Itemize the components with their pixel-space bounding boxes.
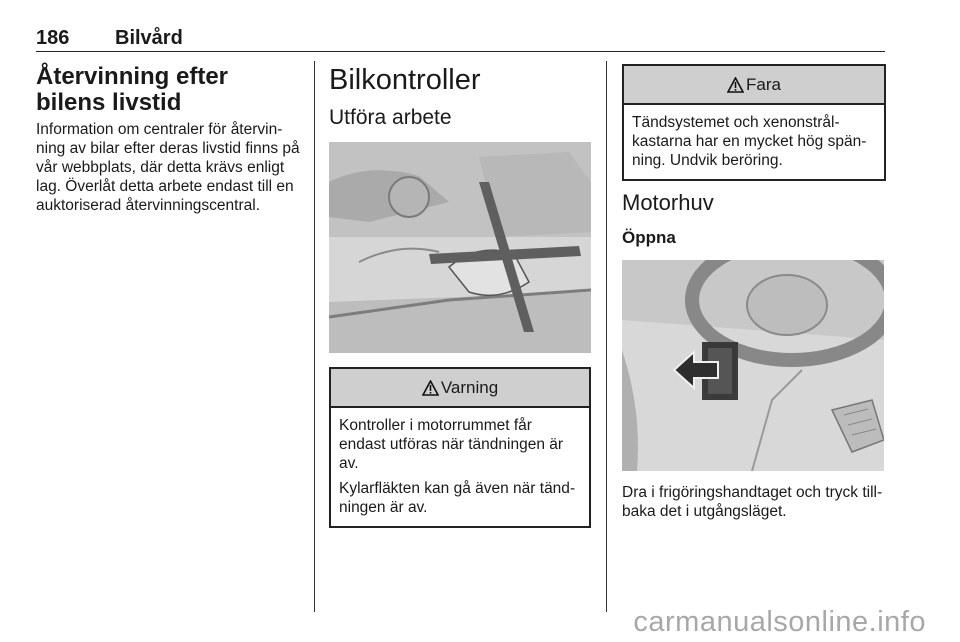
warning-paragraph: Kontroller i motorrummet får endast utföras när tändningen är av. bbox=[339, 417, 564, 472]
engine-bay-illustration bbox=[329, 142, 591, 353]
warning-triangle-icon bbox=[422, 380, 439, 396]
column-divider bbox=[606, 61, 607, 612]
danger-triangle-icon bbox=[727, 77, 744, 93]
danger-title: Fara bbox=[746, 74, 781, 94]
recycling-heading: Återvinning efter bilens livstid bbox=[36, 63, 229, 116]
right-column bbox=[622, 64, 886, 521]
chapter-title: Bilkontroller bbox=[329, 64, 481, 96]
page-number: 186 bbox=[36, 27, 70, 49]
danger-box bbox=[622, 64, 886, 181]
warning-paragraph: Kylarfläkten kan gå även när tändningen är av. bbox=[339, 480, 576, 516]
left-column bbox=[36, 64, 300, 215]
hood-caption: Dra i frigöringshandtaget och tryck tillbaka det i utgångsläget. bbox=[622, 484, 883, 520]
middle-column bbox=[329, 64, 591, 528]
hood-release-illustration bbox=[622, 260, 884, 471]
page-section-title: Bilvård bbox=[115, 27, 183, 49]
hood-section-title: Motorhuv bbox=[622, 190, 714, 215]
warning-box bbox=[329, 367, 591, 528]
danger-text: Tändsystemet och xenonstrålkastarna har en mycket hög spänning. Undvik beröring. bbox=[632, 114, 867, 169]
danger-header bbox=[624, 66, 884, 105]
danger-body bbox=[624, 105, 884, 179]
warning-title: Varning bbox=[440, 377, 499, 397]
warning-header bbox=[331, 369, 589, 408]
watermark: carmanualsonline.info bbox=[633, 606, 926, 638]
open-subtitle: Öppna bbox=[622, 228, 676, 247]
column-divider bbox=[314, 61, 315, 612]
page-header bbox=[36, 27, 885, 52]
recycling-text: Information om centraler för återvinning av bilar efter deras livstid finns på vår webbplats, där detta krävs enligt lag. Överlåt detta arbete endast till en auktoriserad återvinningscentral. bbox=[36, 121, 300, 214]
warning-body bbox=[331, 408, 589, 526]
work-subtitle: Utföra arbete bbox=[329, 106, 452, 129]
